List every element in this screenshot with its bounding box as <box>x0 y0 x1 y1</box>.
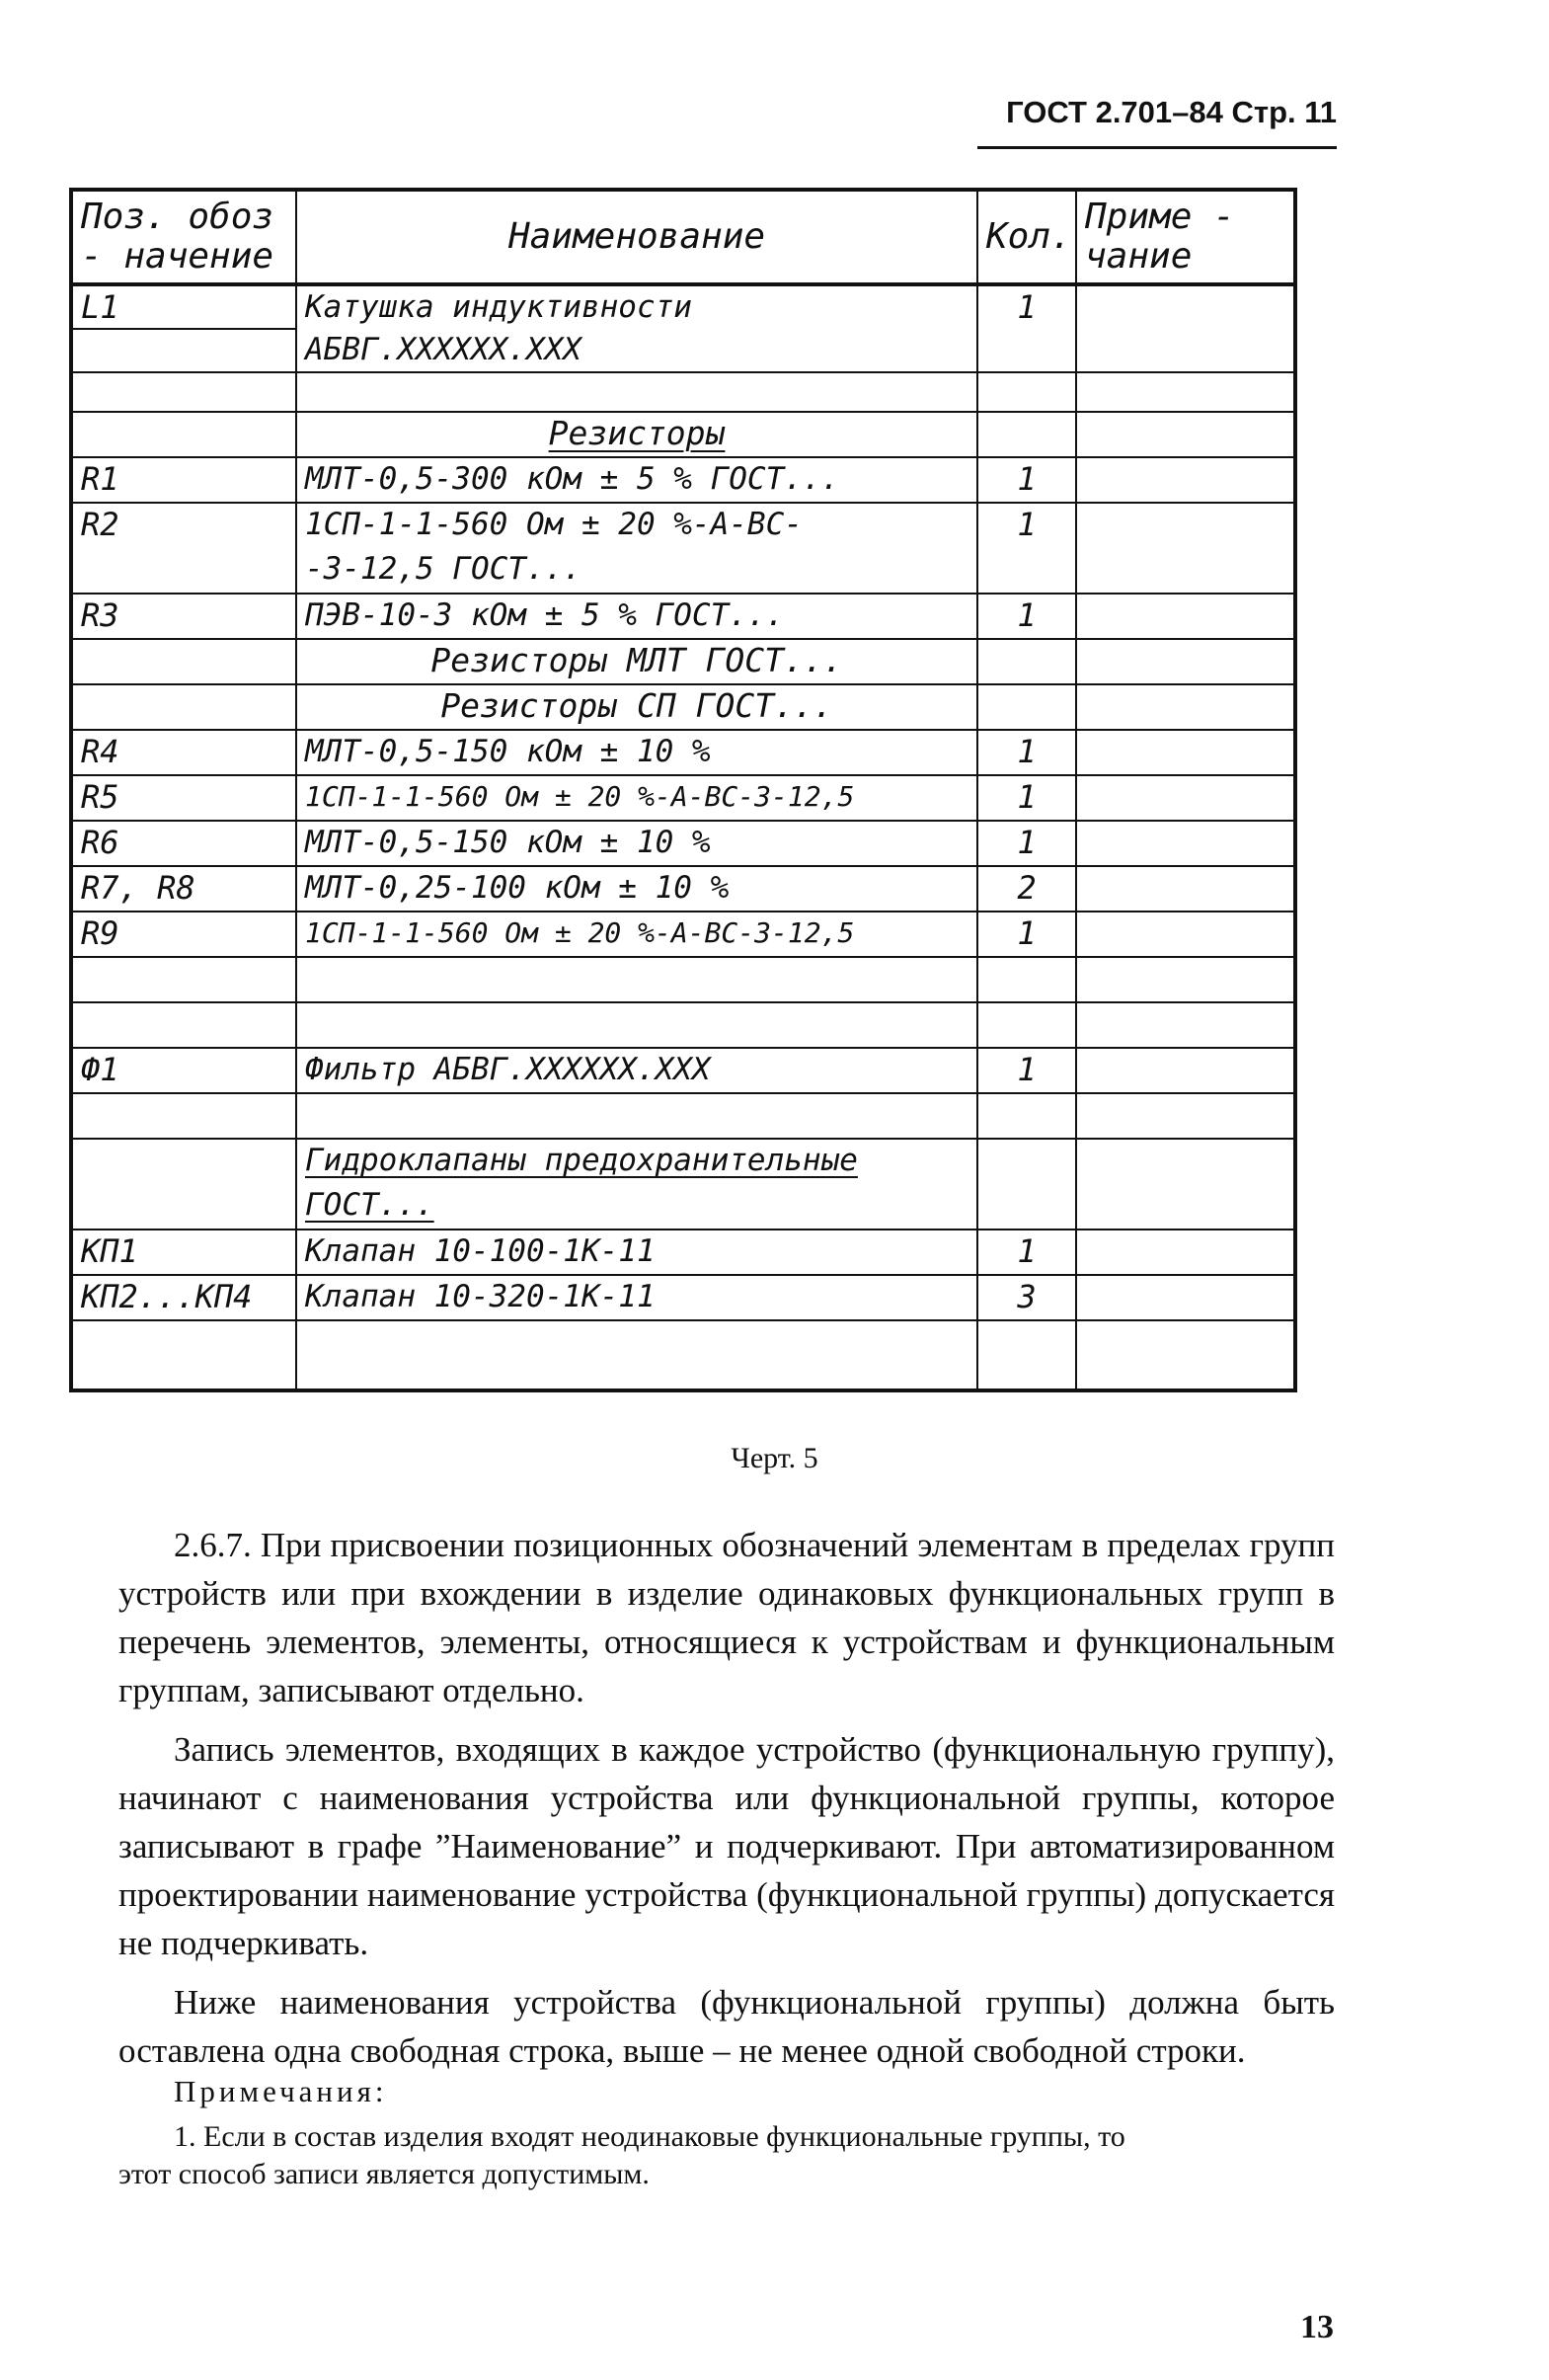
cell-quantity <box>977 1184 1076 1230</box>
cell-note <box>1076 957 1295 1002</box>
cell-note <box>1076 1002 1295 1048</box>
cell-name: ГОСТ... <box>296 1184 977 1230</box>
cell-quantity <box>977 412 1076 457</box>
cell-note <box>1076 730 1295 775</box>
note-1-line-1: 1. Если в состав изделия входят неодинаковые функциональные группы, то <box>174 2120 1125 2153</box>
cell-note <box>1076 821 1295 866</box>
cell-quantity <box>977 1093 1076 1139</box>
cell-note <box>1076 594 1295 639</box>
table-row <box>71 957 1295 1002</box>
cell-name <box>296 1093 977 1139</box>
cell-position: R9 <box>71 912 296 957</box>
table-row <box>71 457 1295 503</box>
cell-position: R5 <box>71 775 296 821</box>
cell-position <box>71 1139 296 1184</box>
cell-name: Клапан 10-320-1К-11 <box>296 1275 977 1320</box>
cell-note <box>1076 1139 1295 1184</box>
cell-quantity <box>977 957 1076 1002</box>
cell-name: Клапан 10-100-1К-11 <box>296 1230 977 1275</box>
cell-quantity: 1 <box>977 594 1076 639</box>
cell-note <box>1076 1048 1295 1093</box>
cell-note <box>1076 1093 1295 1139</box>
body-text <box>118 1521 1335 2086</box>
cell-note <box>1076 412 1295 457</box>
cell-note <box>1076 284 1295 329</box>
table-row <box>71 1320 1295 1390</box>
table-row <box>71 1048 1295 1093</box>
cell-position: R3 <box>71 594 296 639</box>
cell-note <box>1076 866 1295 912</box>
cell-note <box>1076 372 1295 412</box>
cell-note <box>1076 457 1295 503</box>
cell-position <box>71 1002 296 1048</box>
cell-quantity: 1 <box>977 503 1076 548</box>
cell-name: 1СП-1-1-560 Ом ± 20 %-А-ВС-3-12,5 <box>296 912 977 957</box>
cell-note <box>1076 548 1295 594</box>
cell-position <box>71 1093 296 1139</box>
cell-position <box>71 372 296 412</box>
cell-quantity: 1 <box>977 730 1076 775</box>
cell-position <box>71 329 296 372</box>
cell-position <box>71 1320 296 1390</box>
header-note: Приме - чание <box>1076 190 1295 284</box>
page-header: ГОСТ 2.701–84 Стр. 11 <box>977 91 1337 149</box>
cell-note <box>1076 775 1295 821</box>
cell-name: МЛТ-0,25-100 кОм ± 10 % <box>296 866 977 912</box>
table-row <box>71 866 1295 912</box>
table-row <box>71 284 1295 329</box>
cell-position: R4 <box>71 730 296 775</box>
cell-name: 1СП-1-1-560 Ом ± 20 %-А-ВС-3-12,5 <box>296 775 977 821</box>
table-row <box>71 684 1295 730</box>
paragraph-record-elements: Запись элементов, входящих в каждое устройство (функциональную группу), начинают с наименования устройства или функциональной группы, которое записывают в графе ”Наименование” и подчеркивают. При автоматизированном проектировании наименование устройства (функциональной группы) допускается не подчеркивать. <box>118 1730 1335 1962</box>
cell-name <box>296 372 977 412</box>
cell-name: Фильтр АБВГ.XXXXXX.XXX <box>296 1048 977 1093</box>
header-name: Наименование <box>296 190 977 284</box>
table-row <box>71 503 1295 548</box>
cell-position: L1 <box>71 284 296 329</box>
cell-quantity: 1 <box>977 1048 1076 1093</box>
table-row <box>71 1230 1295 1275</box>
cell-quantity: 1 <box>977 821 1076 866</box>
table-row <box>71 1002 1295 1048</box>
cell-name: АБВГ.XXXXXX.XXX <box>296 329 977 372</box>
cell-name: Резисторы СП ГОСТ... <box>296 684 977 730</box>
table-row <box>71 775 1295 821</box>
notes-title: Примечания: <box>174 2074 388 2108</box>
cell-position: R2 <box>71 503 296 548</box>
paragraph-2-6-7: 2.6.7. При присвоении позиционных обозначений элементам в пределах групп устройств или при вхождении в изделие одинаковых функциональных групп в перечень элементов, элементы, относящиеся к устройствам и функциональным группам, записывают отдельно. <box>118 1526 1335 1709</box>
cell-note <box>1076 1230 1295 1275</box>
cell-quantity <box>977 639 1076 684</box>
cell-quantity <box>977 1320 1076 1390</box>
cell-quantity <box>977 1002 1076 1048</box>
table-row <box>71 1275 1295 1320</box>
table-row <box>71 1093 1295 1139</box>
cell-position <box>71 412 296 457</box>
table-row <box>71 548 1295 594</box>
cell-position: КП2...КП4 <box>71 1275 296 1320</box>
cell-name: Резисторы МЛТ ГОСТ... <box>296 639 977 684</box>
cell-note <box>1076 1275 1295 1320</box>
cell-quantity <box>977 329 1076 372</box>
note-1-line-2: этот способ записи является допустимым. <box>118 2158 650 2190</box>
element-list-table <box>69 188 1297 1392</box>
cell-quantity: 2 <box>977 866 1076 912</box>
cell-position: Ф1 <box>71 1048 296 1093</box>
cell-position <box>71 1184 296 1230</box>
table-row <box>71 730 1295 775</box>
page-number: 13 <box>1300 2309 1334 2345</box>
cell-note <box>1076 329 1295 372</box>
cell-name: -3-12,5 ГОСТ... <box>296 548 977 594</box>
header-quantity: Кол. <box>977 190 1076 284</box>
cell-note <box>1076 1184 1295 1230</box>
cell-quantity: 3 <box>977 1275 1076 1320</box>
cell-name <box>296 1002 977 1048</box>
cell-name: Катушка индуктивности <box>296 284 977 329</box>
cell-position: КП1 <box>71 1230 296 1275</box>
cell-position <box>71 684 296 730</box>
cell-quantity: 1 <box>977 912 1076 957</box>
cell-name: МЛТ-0,5-300 кОм ± 5 % ГОСТ... <box>296 457 977 503</box>
cell-note <box>1076 1320 1295 1390</box>
table-row <box>71 594 1295 639</box>
header-position: Поз. обоз - начение <box>71 190 296 284</box>
cell-note <box>1076 684 1295 730</box>
cell-position <box>71 639 296 684</box>
paragraph-free-line: Ниже наименования устройства (функциональной группы) должна быть оставлена одна свободная строка, выше – не менее одной свободной строки. <box>118 1983 1335 2070</box>
cell-position <box>71 957 296 1002</box>
cell-name <box>296 1320 977 1390</box>
cell-name: 1СП-1-1-560 Ом ± 20 %-А-ВС- <box>296 503 977 548</box>
cell-position: R1 <box>71 457 296 503</box>
table-row <box>71 412 1295 457</box>
cell-name: Резисторы <box>296 412 977 457</box>
cell-name: МЛТ-0,5-150 кОм ± 10 % <box>296 730 977 775</box>
cell-name: МЛТ-0,5-150 кОм ± 10 % <box>296 821 977 866</box>
cell-quantity: 1 <box>977 775 1076 821</box>
table-header-row <box>71 190 1295 284</box>
table-row <box>71 912 1295 957</box>
cell-quantity <box>977 548 1076 594</box>
cell-position: R6 <box>71 821 296 866</box>
cell-quantity: 1 <box>977 284 1076 329</box>
table-row <box>71 639 1295 684</box>
cell-note <box>1076 912 1295 957</box>
note-1 <box>118 2118 1335 2193</box>
cell-name <box>296 957 977 1002</box>
cell-position <box>71 548 296 594</box>
cell-position: R7, R8 <box>71 866 296 912</box>
table-row <box>71 329 1295 372</box>
cell-quantity: 1 <box>977 1230 1076 1275</box>
cell-name: Гидроклапаны предохранительные <box>296 1139 977 1184</box>
table-row <box>71 1139 1295 1184</box>
cell-quantity <box>977 372 1076 412</box>
table-row <box>71 1184 1295 1230</box>
table-row <box>71 821 1295 866</box>
figure-caption: Черт. 5 <box>731 1442 818 1474</box>
cell-note <box>1076 503 1295 548</box>
cell-note <box>1076 639 1295 684</box>
table-row <box>71 372 1295 412</box>
cell-quantity <box>977 1139 1076 1184</box>
cell-name: ПЭВ-10-3 кОм ± 5 % ГОСТ... <box>296 594 977 639</box>
cell-quantity: 1 <box>977 457 1076 503</box>
cell-quantity <box>977 684 1076 730</box>
